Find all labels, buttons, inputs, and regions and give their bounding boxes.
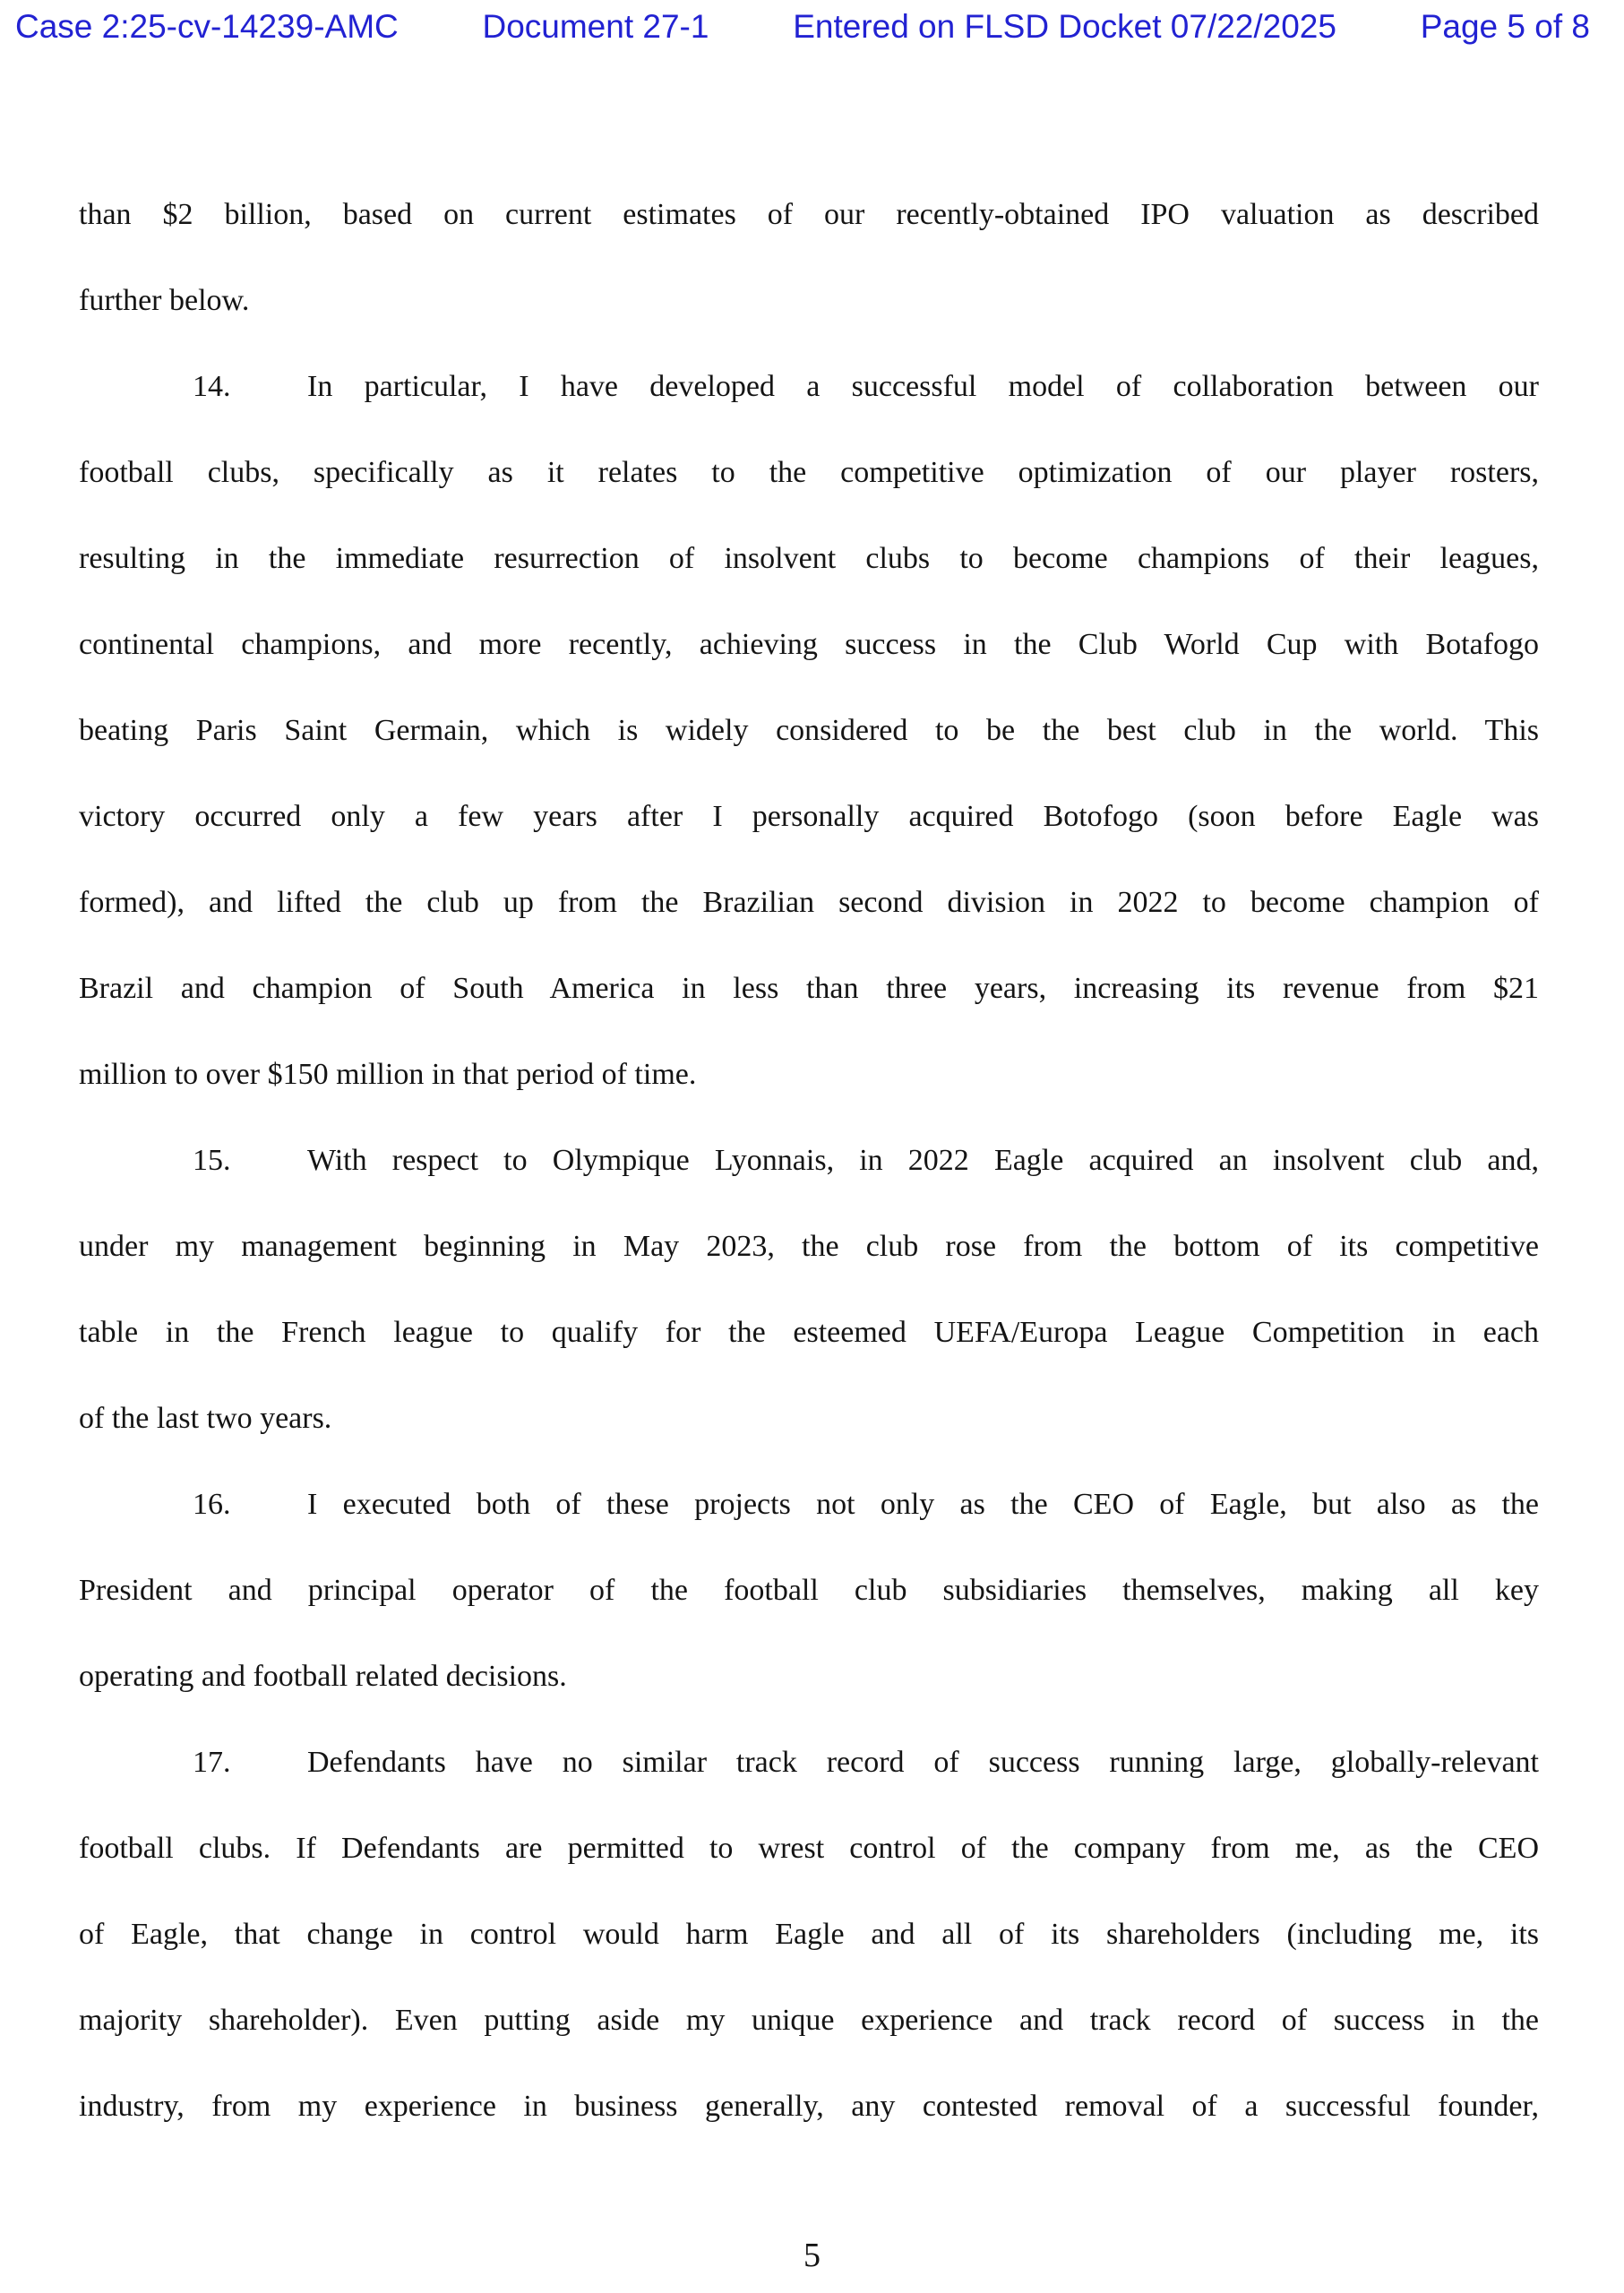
document-line [79,774,1539,860]
document-line [79,2064,1539,2150]
document-line [79,1806,1539,1892]
document-body [79,172,1539,2150]
document-line [79,1290,1539,1376]
document-line [79,860,1539,946]
line-text: under my management beginning in May 2023, the club rose from the bottom of its competitive [79,1230,1539,1263]
line-text: table in the French league to qualify for the esteemed UEFA/Europa League Competition in each [79,1316,1539,1349]
document-line [79,1892,1539,1978]
line-text: With respect to Olympique Lyonnais, in 2022 Eagle acquired an insolvent club and, [307,1144,1539,1177]
paragraph-number: 14. [193,370,231,403]
line-text: operating and football related decisions. [79,1660,567,1693]
line-text: Brazil and champion of South America in less than three years, increasing its revenue from $21 [79,972,1539,1005]
document-line [79,344,1539,430]
line-text: football clubs, specifically as it relates to the competitive optimization of our player rosters, [79,456,1539,489]
document-line [79,1462,1539,1548]
document-line [79,516,1539,602]
line-text: President and principal operator of the football club subsidiaries themselves, making all key [79,1574,1539,1607]
stamp-case-number: Case 2:25-cv-14239-AMC [15,8,399,45]
line-text: In particular, I have developed a successful model of collaboration between our [307,370,1539,403]
line-text: of Eagle, that change in control would harm Eagle and all of its shareholders (including me, its [79,1918,1539,1951]
document-line [79,1204,1539,1290]
line-text: continental champions, and more recently, achieving success in the Club World Cup with Botafogo [79,628,1539,661]
line-text: beating Paris Saint Germain, which is widely considered to be the best club in the world. This [79,714,1539,747]
document-line [79,1376,1539,1462]
line-text: majority shareholder). Even putting aside my unique experience and track record of success in the [79,2004,1539,2037]
court-stamp-header [0,5,1624,48]
line-text: than $2 billion, based on current estimates of our recently-obtained IPO valuation as described [79,198,1539,231]
stamp-document-label: Document 27-1 [482,8,709,45]
document-line [79,1032,1539,1118]
line-text: of the last two years. [79,1402,332,1435]
document-line [79,258,1539,344]
document-line [79,688,1539,774]
document-line [79,430,1539,516]
document-line [79,1978,1539,2064]
stamp-entered-label: Entered on FLSD Docket 07/22/2025 [793,8,1336,45]
line-text: I executed both of these projects not only as the CEO of Eagle, but also as the [307,1488,1539,1521]
line-text: resulting in the immediate resurrection of insolvent clubs to become champions of their leagues, [79,542,1539,575]
line-text: industry, from my experience in business generally, any contested removal of a successful founder, [79,2090,1539,2123]
document-line [79,1118,1539,1204]
document-line [79,172,1539,258]
line-text: Defendants have no similar track record of success running large, globally-relevant [307,1746,1539,1779]
line-text: million to over $150 million in that period of time. [79,1058,697,1091]
line-text: further below. [79,284,250,317]
line-text: football clubs. If Defendants are permitted to wrest control of the company from me, as the CEO [79,1832,1539,1865]
paragraph-number: 15. [193,1144,231,1177]
page-number: 5 [803,2237,821,2274]
line-text: victory occurred only a few years after I personally acquired Botofogo (soon before Eagle was [79,800,1539,833]
document-line [79,602,1539,688]
stamp-page-label: Page 5 of 8 [1420,8,1590,45]
document-line [79,1720,1539,1806]
paragraph-number: 16. [193,1488,231,1521]
document-line [79,1634,1539,1720]
document-line [79,1548,1539,1634]
paragraph-number: 17. [193,1746,231,1779]
line-text: formed), and lifted the club up from the Brazilian second division in 2022 to become champion of [79,886,1539,919]
document-line [79,946,1539,1032]
